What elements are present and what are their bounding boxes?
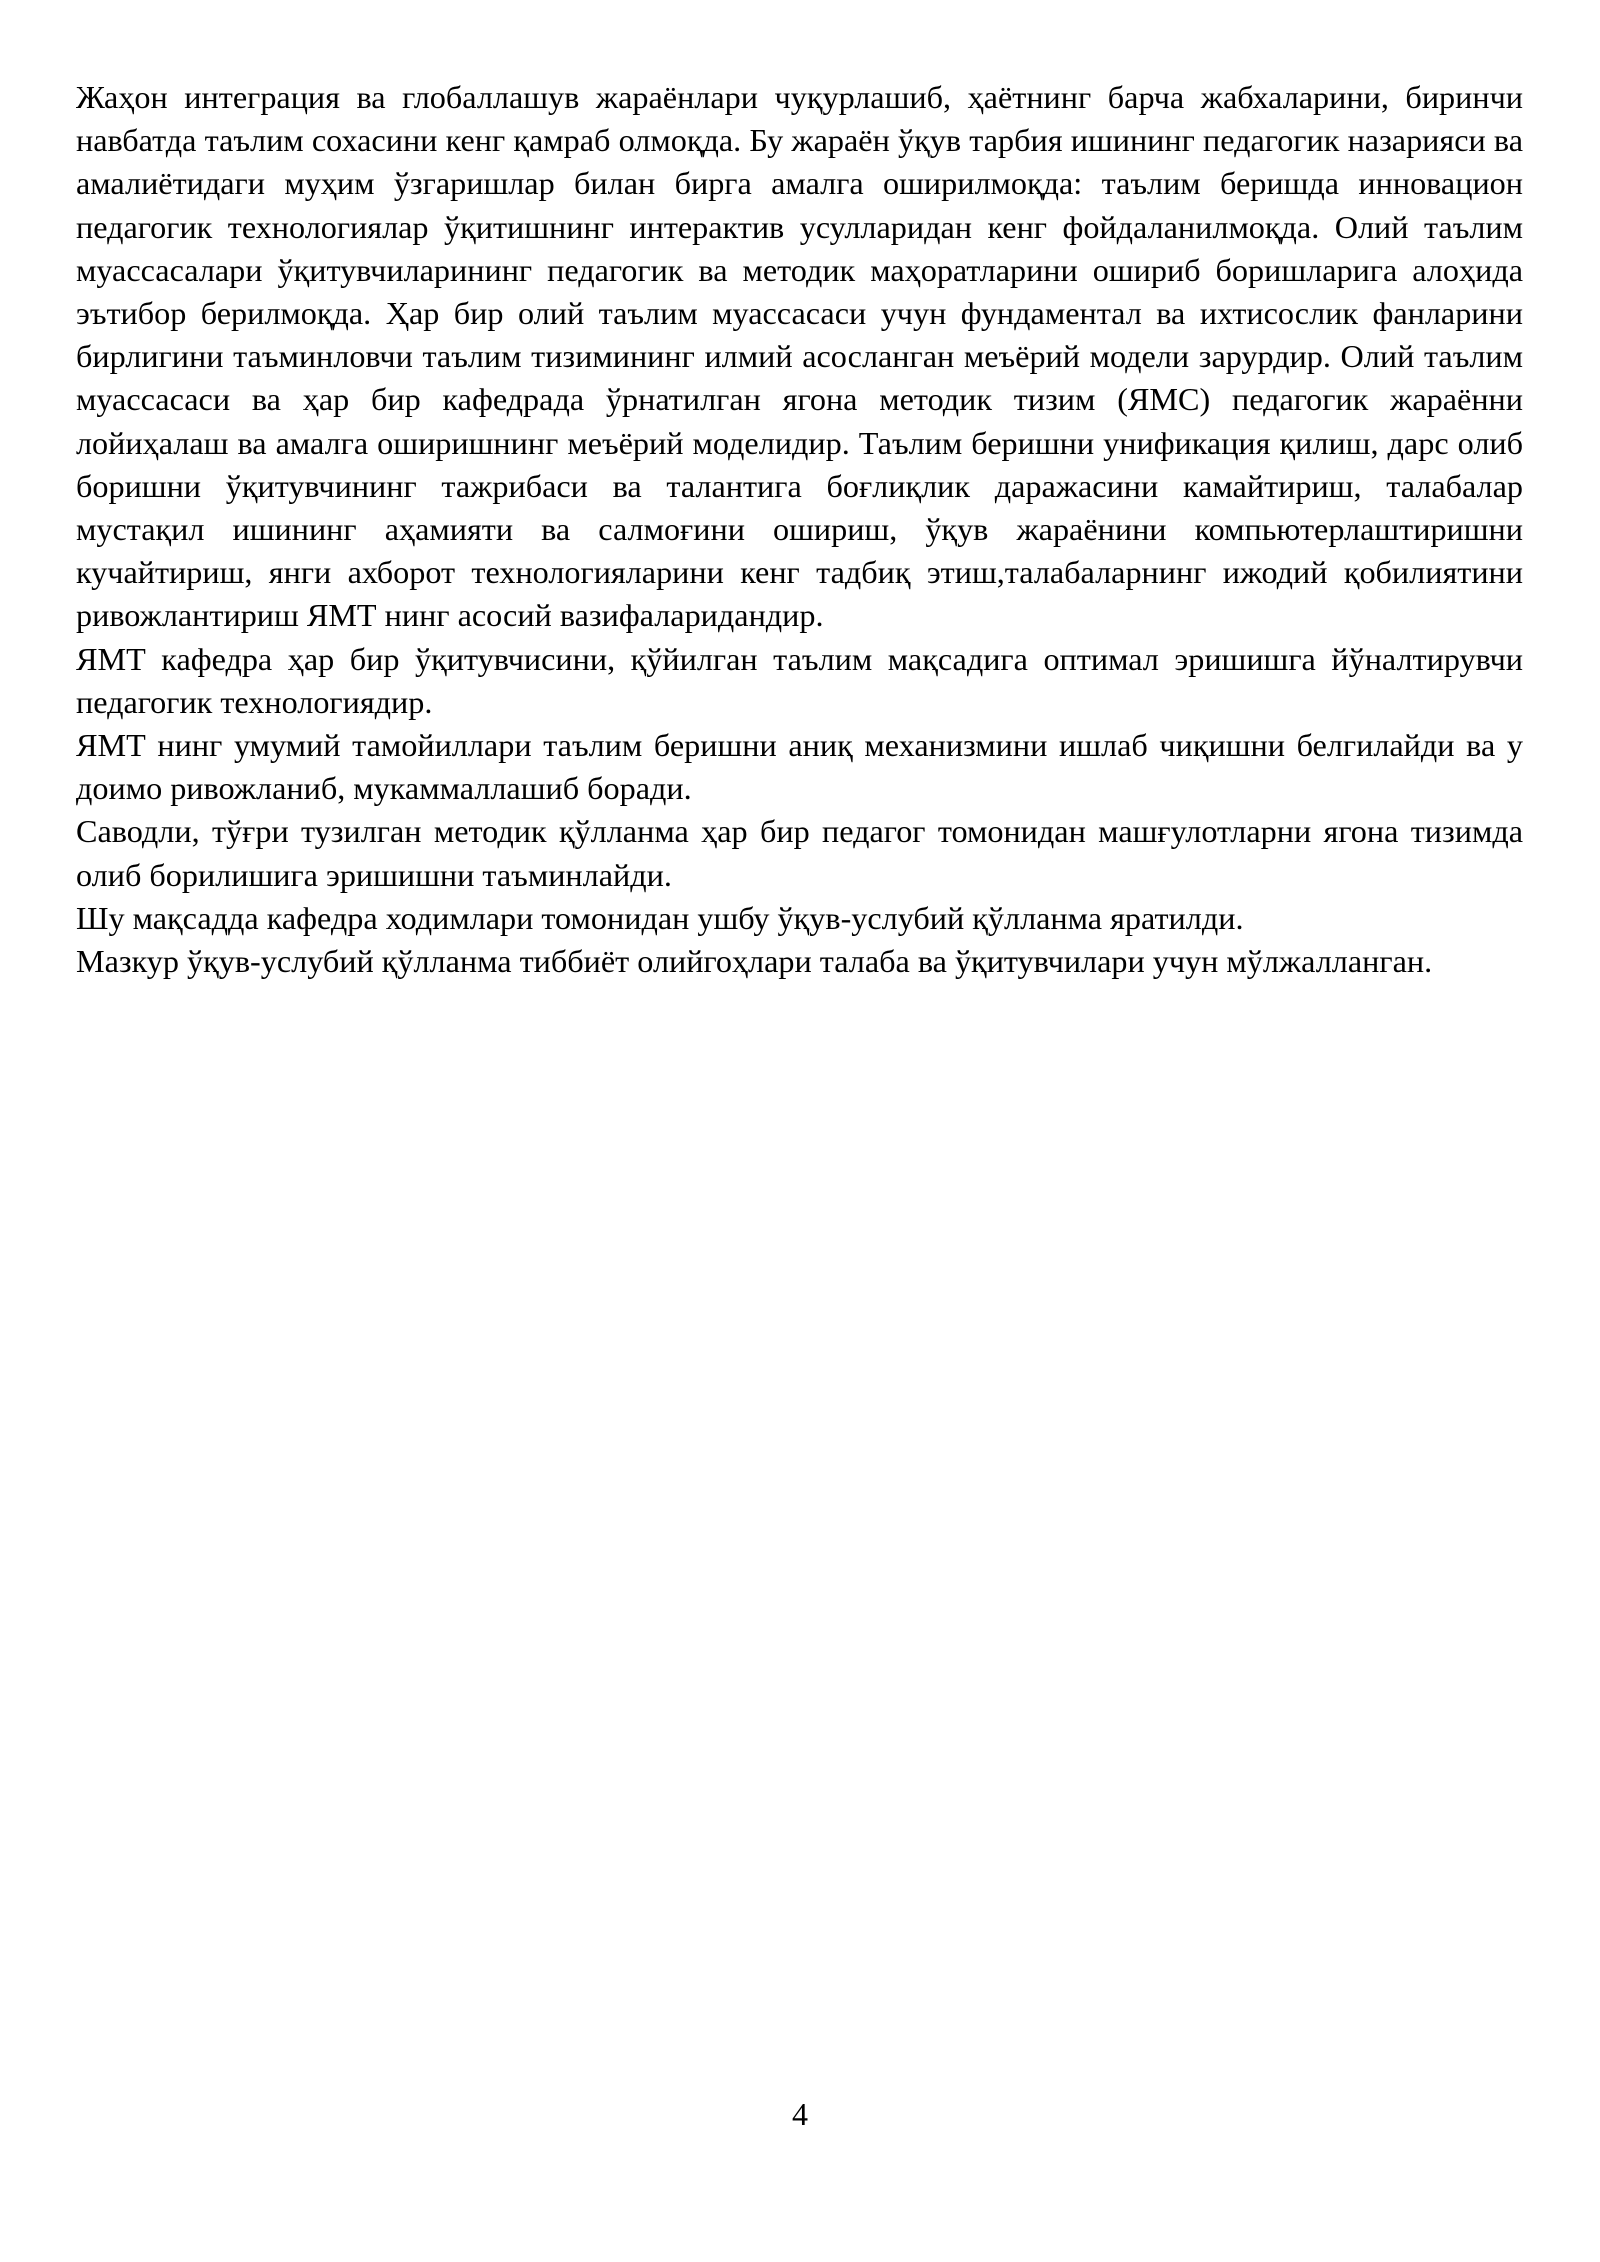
paragraph-ymt-definition: ЯМТ кафедра ҳар бир ўқитувчисини, қўйилган таълим мақсадига оптимал эришишга йўналтирувчи педагогик технологиядир. xyxy=(76,640,1523,720)
paragraph-ymt-principles: ЯМТ нинг умумий тамойиллари таълим беришни аниқ механизмини ишлаб чиқишни белгилайди ва у доимо ривожланиб, мукаммаллашиб боради. xyxy=(76,727,1523,807)
page-number: 4 xyxy=(792,2096,808,2132)
paragraph-purpose: Шу мақсадда кафедра ходимлари томонидан ушбу ўқув-услубий қўлланма яратилди. xyxy=(76,899,1244,936)
body-text xyxy=(76,76,1523,983)
paragraph-methodical-guide: Саводли, тўғри тузилган методик қўлланма ҳар бир педагог томонидан машғулотларни ягона тизимда олиб борилишига эришишни таъминлайди. xyxy=(76,813,1523,893)
paragraph-audience: Мазкур ўқув-услубий қўлланма тиббиёт олийгоҳлари талаба ва ўқитувчилари учун мўлжалланган. xyxy=(76,943,1433,980)
paragraph-intro: Жаҳон интеграция ва глобаллашув жараёнлари чуқурлашиб, ҳаётнинг барча жабхаларини, биринчи навбатда таълим сохасини кенг қамраб олмоқда. Бу жараён ўқув тарбия ишининг педагогик назарияси ва амалиётидаги муҳим ўзгаришлар билан бирга амалга оширилмоқда: таълим беришда инновацион педагогик технологиялар ўқитишнинг интерактив усулларидан кенг фойдаланилмоқда. Олий таълим муассасалари ўқитувчиларининг педагогик ва методик маҳоратларини ошириб боришларига алоҳида эътибор берилмоқда. Ҳар бир олий таълим муассасаси учун фундаментал ва ихтисослик фанларини бирлигини таъминловчи таълим тизимининг илмий асосланган меъёрий модели зарурдир. Олий таълим муассасаси ва ҳар бир кафедрада ўрнатилган ягона методик тизим (ЯМС) педагогик жараённи лойиҳалаш ва амалга оширишнинг меъёрий моделидир. Таълим беришни унификация қилиш, дарс олиб боришни ўқитувчининг тажрибаси ва талантига боғлиқлик даражасини камайтириш, талабалар мустақил ишининг аҳамияти ва салмоғини ошириш, ўқув жараёнини компьютерлаштиришни кучайтириш, янги ахборот технологияларини кенг тадбиқ этиш,талабаларнинг ижодий қобилиятини ривожлантириш ЯМТ нинг асосий вазифаларидандир. xyxy=(76,79,1523,634)
